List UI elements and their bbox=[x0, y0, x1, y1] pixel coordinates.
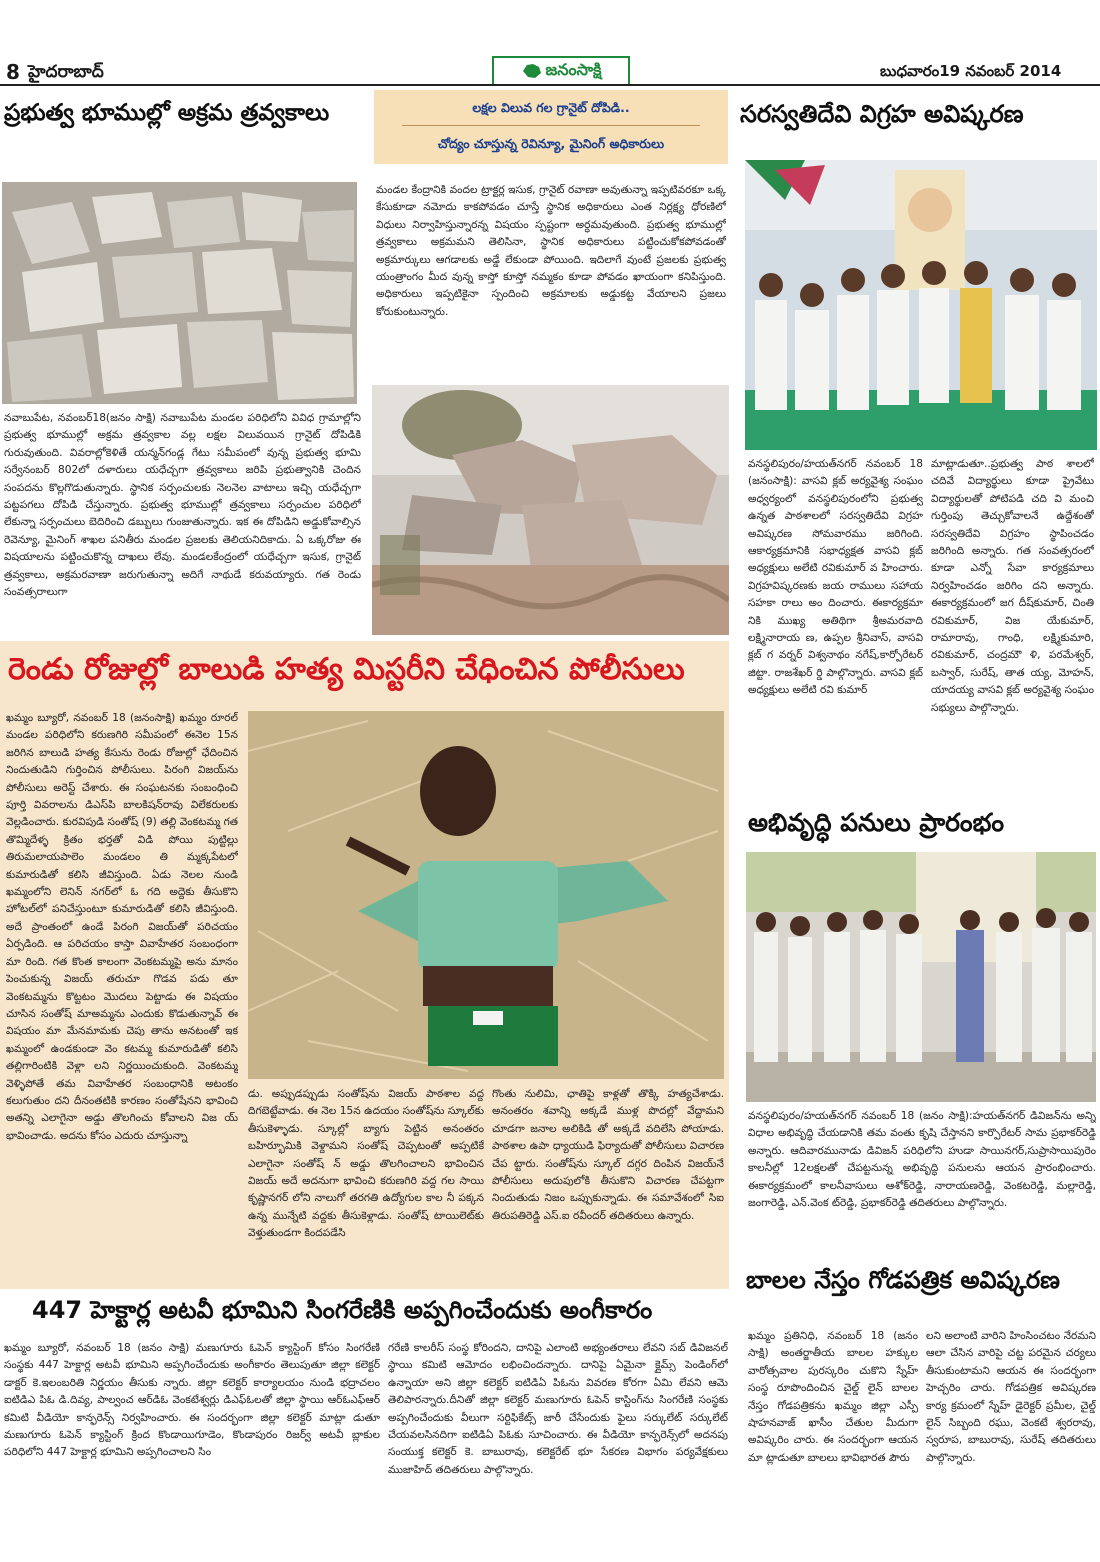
logo-map-icon bbox=[521, 62, 543, 80]
city-label: హైదరాబాద్‌ bbox=[28, 62, 104, 82]
forest-land-body-right: గరేణి కాలరీస్‌ సంస్థ కోరిందని, దానిపై ఎలాంటి అభ్యంతరాలు లేవని సబ్‌ డివిజనల్‌ స్థాయి కమిటి ఆమోదం లభించిందన్నారు. దానిపై ఏమైనా క్లైమ్స్‌ పెండింగ్‌లో ఉన్నాయా అని జిల్లా కలెక్టర్‌ ఐటిడిఏ పిఓను వివరణ కోరగా ఏమి లేవని ఆమె తెలిపారన్నారు.దీనితో జిల్లా కలెక్టర్‌ మణుగూరు ఓపెన్‌ కాస్టింగ్‌ను సింగరేణి సంస్థకు అప్పగించేందుకు వీలుగా సర్టిఫికేట్స్‌ జారీ చేసేందుకు ఫైలు సర్కులేట్‌ సర్కులేట్‌ చేయవలసినదిగా ఐటిడిఏ పిఓకు సూచించారు. ఈ వీడియో కాన్ఫరెన్స్‌లో అదనపు సంయుక్త కలెక్టర్‌ కె. బాబురావు, కలెక్టరేట్‌ భూ సేకరణ విభాగం పర్యవేక్షకులు ముజాహిద్‌ తదితరులు పాల్గొన్నారు. bbox=[388, 1342, 728, 1476]
murder-body-right: గొంతు నులిమి, ఛాతిపై కాళ్లతో తొక్కి హత్యచేశాడు. అనంతరం శవాన్ని అక్కడే ముళ్ల పొదల్లో వేద్దామని చూడగా జనాల అలికిడి తో అక్కడే వదిలేసి పోయాడు. పాఠశాల ఉపా ధ్యాయుడి ఫిర్యాదుతో పోలీసులు విచారణ చేప ట్టారు. సంతోష్‌ను స్కూల్‌ దగ్గర దింపిన విజయ్‌నే పోలీసులు అదుపులోకి తీసుకొని విచారణ చేపట్టగా నిందుతుడు నిజం ఒప్పుకున్నాడు. ఈ సమావేశంలో సిఐ తిరుపతిరెడ్డి ఎస్‌.ఐ రవీందర్‌ తదితరులు ఉన్నారు. bbox=[492, 1088, 724, 1222]
granite-kicker-box bbox=[374, 90, 728, 164]
issue-date: బుధవారం19 నవంబర్‌ 2014 bbox=[880, 62, 1062, 80]
granite-quarry-photo bbox=[372, 385, 729, 635]
murder-headline: రెండు రోజుల్లో బాలుడి హత్య మిస్టరీని చేధించిన పోలీసులు bbox=[8, 652, 685, 687]
development-headline: అభివృద్ధి పనులు ప్రారంభం bbox=[748, 808, 1005, 837]
development-photo bbox=[746, 852, 1096, 1102]
poster-body-right: లని అలాంటి వారిని హింసించటం నేరమని ఆలా చేసిన వారిపై చట్ట పరమైన చర్యలు తీసుకుంటామని ఆయన ఈ సందర్భంగా హెచ్చరిం చారు. గోడపత్రిక అవిష్కరణ కార్య క్రమంలో స్నేహ్‌ డైరెక్టర్‌ ప్రమీల, చైల్డ్‌ లైన్‌ సిబ్బంది రఘు, వెంకటే శ్వరరావు, స్వరూప, బాబురావు, సురేష్‌ తదితరులు పాల్గొన్నారు. bbox=[926, 1330, 1096, 1464]
granite-body-right: మండల కేంద్రానికి వందల ట్రాక్టర్ల ఇసుక, గ్రానైట్‌ రవాణా అవుతున్నా ఇప్పటివరకూ ఒక్క కేసుకూడా నమోదు కాకపోవడం చూస్తే స్థానిక అధికారులు ఎంత నిర్లక్ష్య ధోరణిలో విధులు నిర్వాహిస్తున్నారన్న విషయం స్పష్టంగా అర్ధమవుతుంది. ప్రభుత్వ భూముల్లో త్రవ్వకాలు అక్రమమని తెలిసినా, స్థానిక అధికారులు పట్టించుకోకపోవడంతో అక్రమార్కులు ఆగడాలకు అడ్డే లేకుండా పోయింది. ఇదిలాగే వుంటే ప్రజలకు ప్రభుత్వ యంత్రాంగం మీద వున్న కాస్తో కూస్తో నమ్మకం కూడా పోవడం ఖాయంగా కనిపిస్తుంది. అధికారులు ఇప్పటికైనా స్పందించి అక్రమాలకు అడ్డుకట్ట వేయాలని ప్రజలు కోరుకుంటున్నారు. bbox=[376, 184, 726, 318]
kicker-line-2: చోద్యం చూస్తున్న రెవిన్యూ, మైనింగ్‌ అధికారులు bbox=[437, 136, 665, 151]
poster-body-left: ఖమ్మం ప్రతినిధి, నవంబర్‌ 18 (జనం సాక్షి) అంతర్జాతీయ బాలల హక్కుల వారోత్సవాల పురస్కరిం చుకొని స్నేహ్‌ సంస్థ రూపొందించిన చైల్డ్‌ లైన్‌ బాలల నేస్తం గోడపత్రికను ఖమ్మం జిల్లా ఎస్పీ షాహనవాజ్‌ ఖాసీం చేతుల మీదుగా అవిష్కరిం చారు. ఈ సందర్భంగా ఆయన మా ట్లాడుతూ బాలలు భావిభారత పౌరు bbox=[748, 1330, 918, 1464]
forest-land-headline: 447 హెక్టార్ల అటవీ భూమిని సింగరేణికి అప్పగించేందుకు అంగీకారం bbox=[32, 1296, 653, 1324]
logo-text: జనంసాక్షి bbox=[545, 59, 602, 79]
granite-blocks-photo bbox=[2, 182, 357, 404]
saraswati-statue-photo bbox=[745, 160, 1097, 450]
murder-body-mid: డు. అప్పుడప్పుడు సంతోష్‌ను విజయ్‌ పాఠశాల వద్ద దిగబెట్టేవాడు. ఈ నెల 15న ఉదయం సంతోష్‌ను స్కూల్‌కు తీసుకెళ్ళాడు. స్కూల్లో బ్యాగు పెట్టిన అనంతరం బహిర్భూమికి వెళ్దామని సంతోష్‌ చెప్పటంతో అప్పటికే ఎలాగైనా సంతోష్‌ న్‌ అడ్డు తొలగించాలని భావించిన విజయ్‌ అదే అదనుగా భావించి కరుణగిరి వద్ద గల సాయి కృష్ణానగర్‌ లోని నాలుగో తరగతి ఉద్యోగుల కాల నీ పక్కన ఉన్న మున్నేటి వద్దకు తీసుకెళ్లాడు. సంతోష్‌ టాయిలెట్‌కు వెళ్తుతుండగా కిందపడేసి bbox=[248, 1088, 484, 1240]
poster-headline: బాలల నేస్తం గోడపత్రిక అవిష్కరణ bbox=[746, 1266, 1060, 1294]
granite-body-left: నవాబుపేట, నవంబర్‌18(జనం సాక్షి) నవాబుపేట మండల పరిధిలోని వివిధ గ్రామాల్లోని ప్రభుత్వ భూముల్లో అక్రమ త్రవ్వకాల వల్ల లక్షల విలువయిన గ్రానైట్‌ దోపిడికి గురువుతుంది. వివరాల్లోకెళితే యన్మన్‌గండ్ల గేటు సమీపంలో వున్న ప్రభుత్వ భూమి సర్వేనంబర్‌ 802లో దళారులు యధేచ్చగా త్రవ్వకాలు జరిపి ప్రభుత్వానికి చెందిన సంపదను కొల్లగొడుతున్నారు. స్థానిక సర్పంచులకు నెలనెల వాటాలు ఇచ్చి యధేచ్చగా పట్టపగలు దోపిడి చేస్తున్నారు. ప్రభుత్వ భూముల్లో త్రవ్వకాలు సర్పంచుల పరిధిలో లేకున్నా సర్పంచులు బెదిరించి డబ్బులు గుంజుతున్నారు. ఇక ఈ దోపిడిని అడ్డుకోవాల్సిన రెవెన్యూ, మైనింగ్‌ శాఖల పనితీరు మండల ప్రజలకు తెలియనిదికాదు. ఏ ఒక్కరోజు ఈ విషయాలను పట్టించుకొన్న దాఖలు లేవు. మండలకేంద్రంలో యధేచ్చగా ఇసుక, గ్రానైట్‌ త్రవ్వకాలు, అక్రమరవాణా జరుగుతున్నా అదిగే నాథుడే కరువయ్యారు. గత రెండు సంవత్సరాలుగా bbox=[4, 412, 361, 599]
page-number: 8 bbox=[6, 60, 20, 84]
saraswati-headline: సరస్వతిదేవి విగ్రహ అవిష్కరణ bbox=[740, 100, 1024, 128]
granite-headline: ప్రభుత్వ భూముల్లో అక్రమ త్రవ్వకాలు bbox=[4, 100, 330, 126]
saraswati-body-right: మాట్లాడుతూ..ప్రభుత్వ పాఠ శాలలో చదివే విద్యార్థులు కూడా ప్రైవేటు విద్యార్థులతో పోటిపడి చది వి మంచి గుర్తింపు తెచ్చుకోవాలనే ఉద్దేశంతో సరస్వతిదేవి విగ్రహం స్థాపించడం జరిగింది అన్నారు. గత సంవత్సరంలో కూడా ఎన్నో సేవా కార్యక్రమాలు నిర్వహించడం జరిగిం దని అన్నారు. ఈకార్యక్రమంలో జగ దీష్‌కుమార్‌, చింతి రవికుమార్‌, విజ యేకుమార్‌, రామారావు, గాంధి, లక్ష్మికుమారి, రవికుమార్‌, చంద్రమౌ ళి, పరమేశ్వర్‌, బస్వార్‌, సురేష్‌, తాత య్య, మోహన్‌, యాదయ్య వాసవి క్లబ్‌ అర్యవైశ్య సంఘం సభ్యులు పాల్గొన్నారు. bbox=[931, 458, 1094, 714]
boy-photo bbox=[248, 711, 724, 1079]
header-rule bbox=[0, 84, 1100, 86]
murder-body-left: ఖమ్మం బ్యూరో, నవంబర్‌ 18 (జనంసాక్షి) ఖమ్మం రూరల్‌ మండల పరిధిలోని కరుణగిరి సమీపంలో ఈనెల 15న జరిగిన బాలుడి హత్య కేసును రెండు రోజుల్లో ఛేదించిన నిందుతుడిని గుర్తించిన పోలీసులు. పిరంగి విజయ్‌ను పోలీసులు అరెస్ట్‌ చేశారు. ఈ సంఘటనకు సంబంధించి పూర్తి వివరాలను డిఎస్‌పి బాలకిషన్‌రావు విలేకరులకు వెల్లడించారు. కురవిపుడి సంతోష్‌ (9) తల్లి వెంకటమ్మ గత తొమ్మిదేళ్ళ క్రితం భర్తతో విడి పోయి పుట్టిల్లు తిరుమలాయపాలెం మండలం తి మ్మక్కపేటలో కుమారుడితో కలిసి జీవిస్తుంది. ఏడు నెలల నుండి ఖమ్మంలోని లెనిన్‌ నగర్‌లో ఓ గది అద్దెకు తీసుకొని హోటల్‌లో పనిచేస్తుంటూ కుమారుడితో కలిసి జీవిస్తుంది. అదే ప్రాంతంలో ఉండే పిరంగి విజయ్‌తో పరిచయం ఏర్పడింది. ఆ పరిచయం కాస్తా వివాహేతర సంబంధంగా మా రింది. గత కొంత కాలంగా వెంకటమ్మపై అను మానం పెంచుకున్న విజయ్‌ తరుచూ గొడవ పడు తూ వెంకటమ్మను కొట్టటం మొదలు పెట్టాడు ఈ విషయం చూసిన సంతోష్‌ మాఅమ్మను ఎందుకు కొడుతున్నావ్‌ ఈ విషయం మా మేనమామకు చెపు తాను అనటంతో ఇక ఖమ్మంలో ఉండకుండా వెం కటమ్మ కుమారుడితో కలిసి తల్లిగారింటికి వెళ్లా లని నిర్ణయించుకుంది. వెంకటమ్మ వెళ్ళిపోతే తమ వివాహేతర సంబంధానికి అటంకం కలుగుతుం దని దీనంతటికి కారణం సంతోషేనని భావించి అతన్ని ఎలాగైనా అడ్డు తొలగించు కోవాలని విజ య్‌ భావించాడు. అదను కోసం ఎదురు చూస్తున్నా bbox=[6, 712, 238, 1142]
development-body: వనస్థలిపురం/హయత్‌నగర్‌ నవంబర్‌ 18 (జనం సాక్షి):హయత్‌నగర్‌ డివిజన్‌ను అన్ని విధాల అభివృద్ధి చేయడానికి తమ వంతు కృషి చేస్తానని కార్పొరేటర్‌ సామ ప్రభాకర్‌రెడ్డి అన్నారు. ఆదివారమునాడు డివిజన్‌ పరిధిలోని హుడా సాయినగర్‌,సుప్రాసాయిపురెం కాలనీల్లో 12లక్షలతో చేపట్టనున్న అభివృద్ధి పనులను ఆయన ప్రారంభించారు. ఈకార్యక్రమంలో కాలనీవాసులు ఆశోక్‌రెడ్డి, నారాయణరెడ్డి, వెంకటరెడ్డి, మల్లారెడ్డి, జంగారెడ్డి, ఎన్‌.వెంక ట్‌రెడ్డి, ప్రభాకర్‌రెడ్డి తదితరులు పాల్గొన్నారు. bbox=[748, 1110, 1096, 1210]
saraswati-body-left: వనస్థలిపురం/హయత్‌నగర్‌ నవంబర్‌ 18 (జనంసాక్షి): వాసవి క్లబ్‌ అర్యవైశ్య సంఘం అధ్వర్యంలో వనస్థలిపురంలోని ప్రభుత్వ ఉన్నత పాఠశాలలో సరస్వతిదేవి విగ్రహ అవిష్కరణ సోమవారము జరిగింది. ఆకార్యక్రమానికి సభాధ్యక్షత వాసవి క్లబ్‌ అధ్యక్షులు అలేటి రవికుమార్‌ వ హించారు. విగ్రహవిష్కరణకు జయ రాములు సహాయ సహకా రాలు అం దించారు. ఈకార్యక్రమా నికి ముఖ్య అతిథిగా శ్రీఅమరవాది లక్ష్మినారాయ ణ, ఉప్పల శ్రీనివాస్‌, వాసవి క్లబ్‌ గ వర్నర్‌ విశ్వనాథం నగేష్‌,కార్పోరేటర్‌ జిట్టా. రాజశేఖర్‌ ర్డి పాల్గొన్నారు. వాసవి క్లబ్‌ అధ్యక్షులు అలేటి రవి కుమార్‌ bbox=[748, 458, 923, 697]
kicker-divider bbox=[402, 125, 700, 126]
forest-land-body-left: ఖమ్మం బ్యూరో, నవంబర్‌ 18 (జనం సాక్షి) మణుగూరు ఓపెన్‌ క్యాస్టింగ్‌ కోసం సింగరేణి సంస్థకు 447 హెక్టార్ల అటవీ భూమిని అప్పగించేందుకు అంగీకారం తెలుపుతూ జిల్లా కలెక్టర్‌ డాక్టర్‌ కె.ఇలంబరితి నిర్ణయం తీసుకు న్నారు. జిల్లా కలెక్టర్‌ కార్యాలయం నుండి భద్రాచలం ఐటిడిఎ పిఓ డి.దివ్య, పాల్వంచ ఆర్‌డిఓ వెంకటేశ్వర్లు డిఎఫ్‌ఓలతో జిల్లా స్థాయి ఆర్‌ఓఎఫ్‌ఆర్‌ కమిటి వీడియో కాన్ఫరెన్స్‌ నిర్వహించారు. ఈ సందర్భంగా జిల్లా కలెక్టర్‌ మాట్లా డుతూ మణుగూరు ఓపెన్‌ క్యాస్టింగ్‌ క్రింద కొండాయిగూడెం, కొండాపురం రిజర్వ్‌ అటవీ బ్లాకుల పరిధిలోని 447 హెక్టార్ల భూమిని అప్పగించాలని సిం bbox=[4, 1342, 380, 1459]
masthead-logo bbox=[492, 56, 630, 86]
kicker-line-1: లక్షల విలువ గల గ్రానైట్‌ దోపిడి.. bbox=[472, 100, 630, 115]
